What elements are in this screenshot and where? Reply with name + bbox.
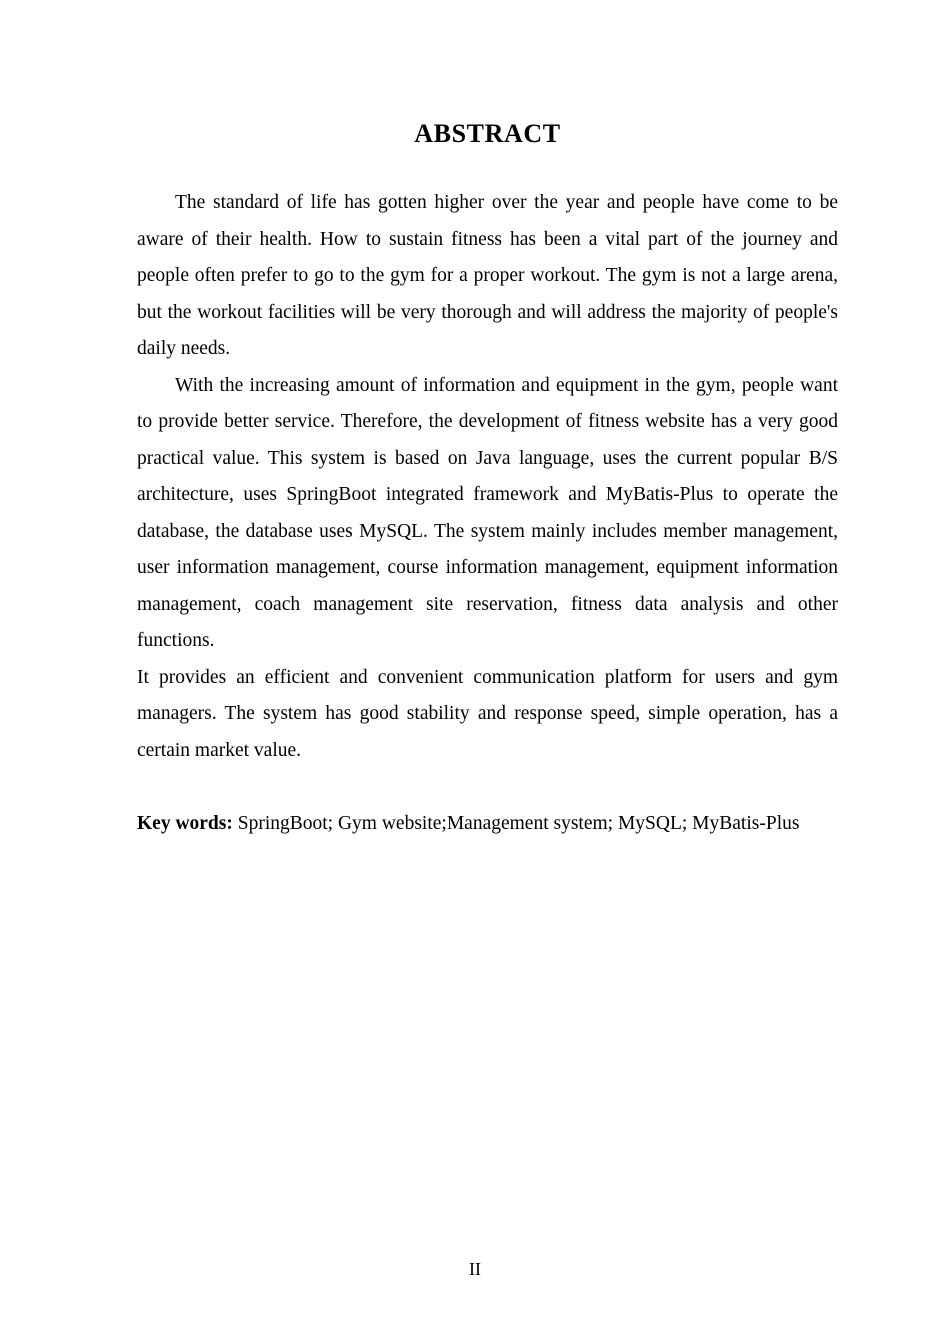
abstract-body [137,185,838,842]
keywords-value: SpringBoot; Gym website;Management system; MySQL; MyBatis-Plus [237,812,800,834]
abstract-paragraph-3: It provides an efficient and convenient communication platform for users and gym managers. The system has good stability and response speed, simple operation, has a certain market value. [137,666,838,761]
page-content [137,0,838,842]
paragraph-spacer [137,769,838,806]
page-title: ABSTRACT [414,119,561,148]
abstract-paragraph-2: With the increasing amount of information and equipment in the gym, people want to provide better service. Therefore, the development of fitness website has a very good practical value. This system is based on Java language, uses the current popular B/S architecture, uses SpringBoot integrated framework and MyBatis-Plus to operate the database, the database uses MySQL. The system mainly includes member management, user information management, course information management, equipment information management, coach management site reservation, fitness data analysis and other functions. [137,374,838,652]
keywords-label: Key words: [137,812,233,834]
page-number: II [469,1259,481,1279]
keywords-line [137,806,838,843]
abstract-paragraph-1: The standard of life has gotten higher over the year and people have come to be aware of their health. How to sustain fitness has been a vital part of the journey and people often prefer to go to the gym for a proper workout. The gym is not a large arena, but the workout facilities will be very thorough and will address the majority of people's daily needs. [137,192,838,360]
